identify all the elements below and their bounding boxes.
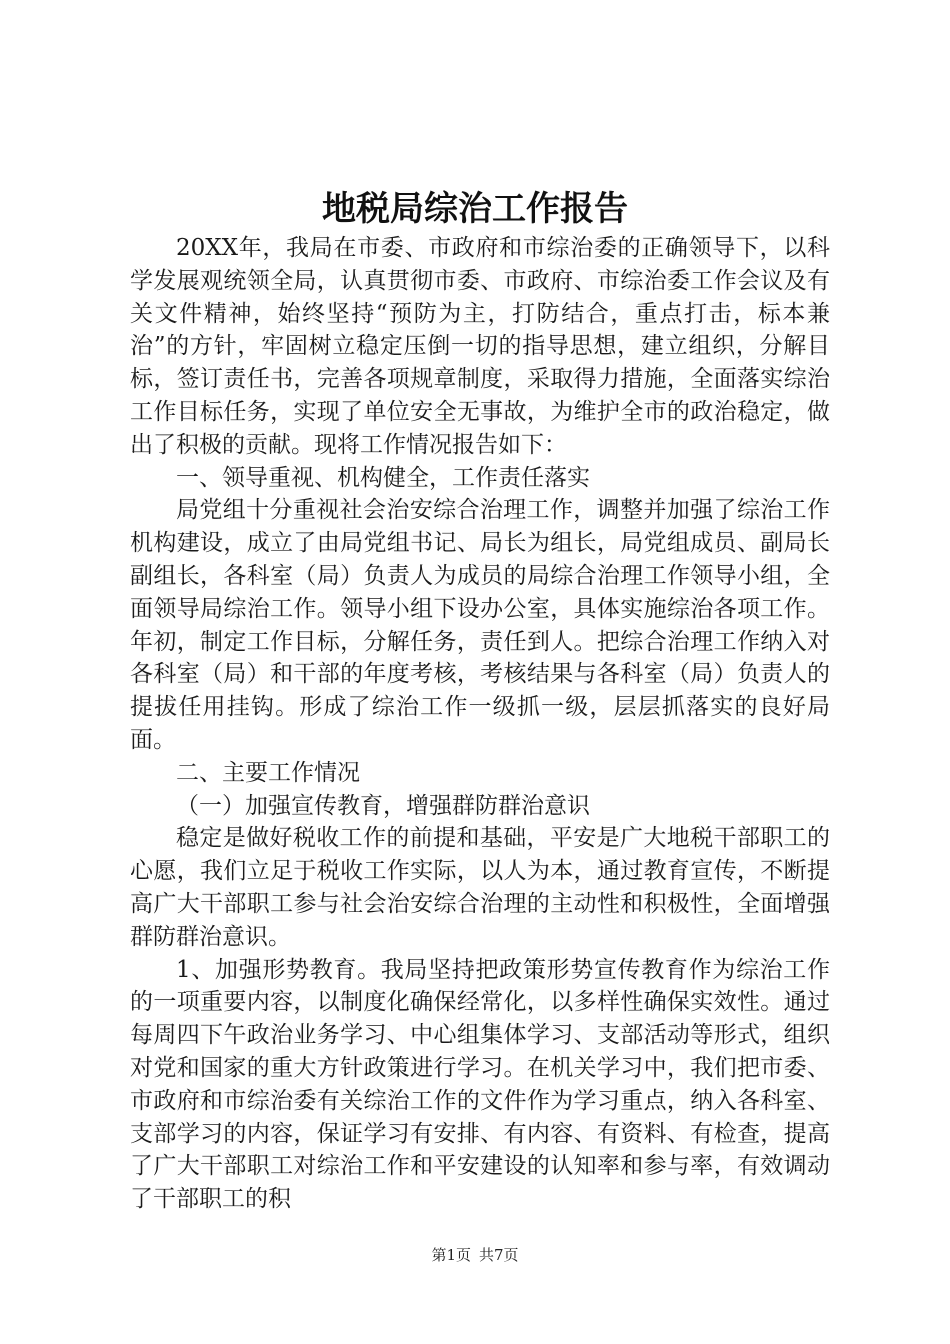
paragraph-leadership: 局党组十分重视社会治安综合治理工作，调整并加强了综治工作机构建设，成立了由局党组书记、局长为组长，局党组成员、副局长副组长，各科室（局）负责人为成员的局综合治理工作领导小组，全面领导局综治工作。领导小组下设办公室，具体实施综治各项工作。年初，制定工作目标，分解任务，责任到人。把综合治理工作纳入对各科室（局）和干部的年度考核，考核结果与各科室（局）负责人的提拔任用挂钩。形成了综治工作一级抓一级，层层抓落实的良好局面。 — [130, 497, 830, 753]
page-number: 第1页 — [431, 1246, 471, 1264]
section-heading-1: 一、领导重视、机构健全，工作责任落实 — [176, 464, 590, 491]
paragraph-stability: 稳定是做好税收工作的前提和基础，平安是广大地税干部职工的心愿，我们立足于税收工作实际，以人为本，通过教育宣传，不断提高广大干部职工参与社会治安综合治理的主动性和积极性，全面增强群防群治意识。 — [130, 825, 830, 950]
paragraph-intro: 20XX年，我局在市委、市政府和市综治委的正确领导下，以科学发展观统领全局，认真贯彻市委、市政府、市综治委工作会议及有关文件精神，始终坚持“预防为主，打防结合，重点打击，标本兼治”的方针，牢固树立稳定压倒一切的指导思想，建立组织，分解目标，签订责任书，完善各项规章制度，采取得力措施，全面落实综治工作目标任务，实现了单位安全无事故，为维护全市的政治稳定，做出了积极的贡献。现将工作情况报告如下： — [130, 235, 830, 458]
paragraph-education: 1、加强形势教育。我局坚持把政策形势宣传教育作为综治工作的一项重要内容，以制度化确保经常化，以多样性确保实效性。通过每周四下午政治业务学习、中心组集体学习、支部活动等形式，组织对党和国家的重大方针政策进行学习。在机关学习中，我们把市委、市政府和市综治委有关综治工作的文件作为学习重点，纳入各科室、支部学习的内容，保证学习有安排、有内容、有资料、有检查，提高了广大干部职工对综治工作和平安建设的认知率和参与率，有效调动了干部职工的积 — [130, 956, 830, 1213]
document-title: 地税局综治工作报告 — [322, 189, 628, 229]
document-body — [130, 232, 830, 1216]
section-heading-2: 二、主要工作情况 — [176, 759, 360, 786]
subsection-heading-1: （一）加强宣传教育，增强群防群治意识 — [176, 792, 590, 819]
page-footer — [0, 1244, 950, 1266]
page-total: 共7页 — [479, 1246, 519, 1264]
